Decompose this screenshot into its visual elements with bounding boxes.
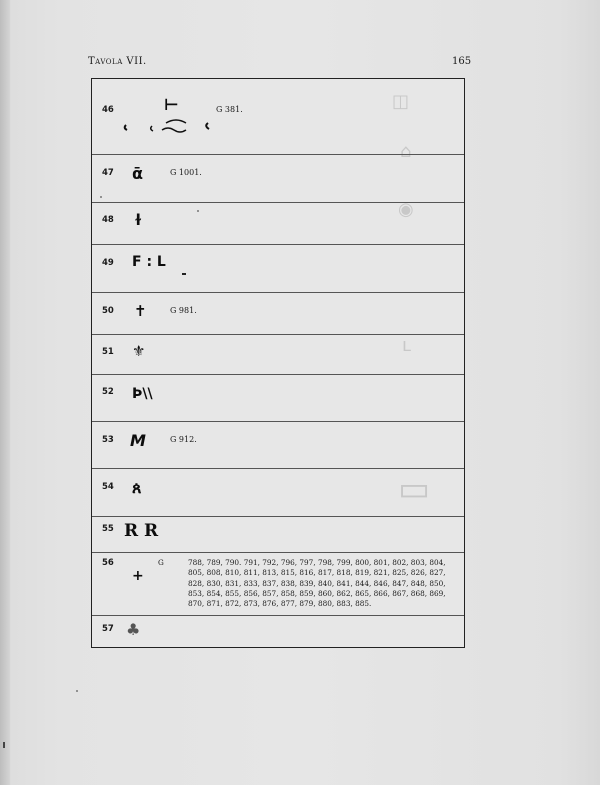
running-head: Tavola VII. [88, 56, 147, 67]
table-row [92, 202, 464, 245]
page-number: 165 [452, 56, 472, 67]
bleed-through-mark: ▭ [398, 469, 431, 509]
sign-glyph: R R [124, 521, 159, 541]
reference: 788, 789, 790. 791, 792, 796, 797, 798, 799, 800, 801, 802, 803, 804, 805, 808, 810, 811, 813, 815, 816, 817, 818, 819, 821, 825, 826, 827, 828, 830, 831, 833, 837, 838, 839, 840, 841, 844, 846, 847, 848, 850, 853, 854, 855, 856, 857, 858, 859, 860, 862, 865, 866, 867, 868, 869, 870, 871, 872, 873, 876, 877, 879, 880, 883, 885. [188, 558, 446, 609]
row-number: 47 [102, 168, 114, 178]
paper-speck [3, 742, 5, 748]
sign-glyph: ♣ [126, 620, 141, 639]
row-number: 48 [102, 215, 114, 225]
row-number: 53 [102, 435, 114, 445]
sign-glyph: + [132, 568, 144, 584]
table-row [92, 154, 464, 203]
paper-speck [100, 196, 102, 198]
table-row [92, 615, 464, 647]
reference-list [158, 558, 460, 609]
table-row [92, 421, 464, 469]
reference-prefix: G [158, 558, 164, 567]
row-number: 49 [102, 258, 114, 268]
bleed-through-mark: ⌂ [400, 141, 412, 162]
sign-glyph: ɫ [134, 211, 143, 229]
row-number: 54 [102, 482, 114, 492]
reference: G 1001. [170, 168, 202, 177]
sign-glyph: ⊢ [164, 95, 179, 114]
bleed-through-mark: ʟ [402, 335, 412, 356]
paper-speck [197, 210, 199, 212]
bleed-through-mark: ◉ [398, 199, 414, 220]
table-row [92, 516, 464, 553]
sign-glyph: ᾱ [132, 164, 143, 183]
sign-glyph: ✝ [134, 302, 147, 320]
table-row [92, 79, 464, 155]
table-row [92, 292, 464, 335]
row-number: 46 [102, 105, 114, 115]
sign-glyph: M [130, 431, 146, 450]
table-row [92, 374, 464, 422]
row-number: 50 [102, 306, 114, 316]
sign-glyph: F : L [132, 254, 166, 270]
row-number: 57 [102, 624, 114, 634]
paper-speck [76, 690, 78, 692]
sign-glyph: Þ\\ [132, 386, 153, 402]
page-spine-shadow [0, 0, 10, 785]
row-number: 52 [102, 387, 114, 397]
table-row [92, 334, 464, 375]
table-row [92, 244, 464, 293]
reference: G 381. [216, 105, 243, 114]
reference: G 912. [170, 435, 197, 444]
paper-speck [182, 273, 186, 275]
row-number: 56 [102, 558, 114, 568]
sign-glyph: ⚜ [132, 342, 146, 360]
table-row [92, 552, 464, 616]
bleed-through-mark: ◫ [392, 91, 410, 112]
reference: G 981. [170, 306, 197, 315]
plate-table [91, 78, 465, 648]
sign-glyph: ጰ [132, 478, 142, 497]
row-number: 55 [102, 524, 114, 534]
table-row [92, 468, 464, 517]
row-number: 51 [102, 347, 114, 357]
sign-fragments [122, 117, 217, 133]
